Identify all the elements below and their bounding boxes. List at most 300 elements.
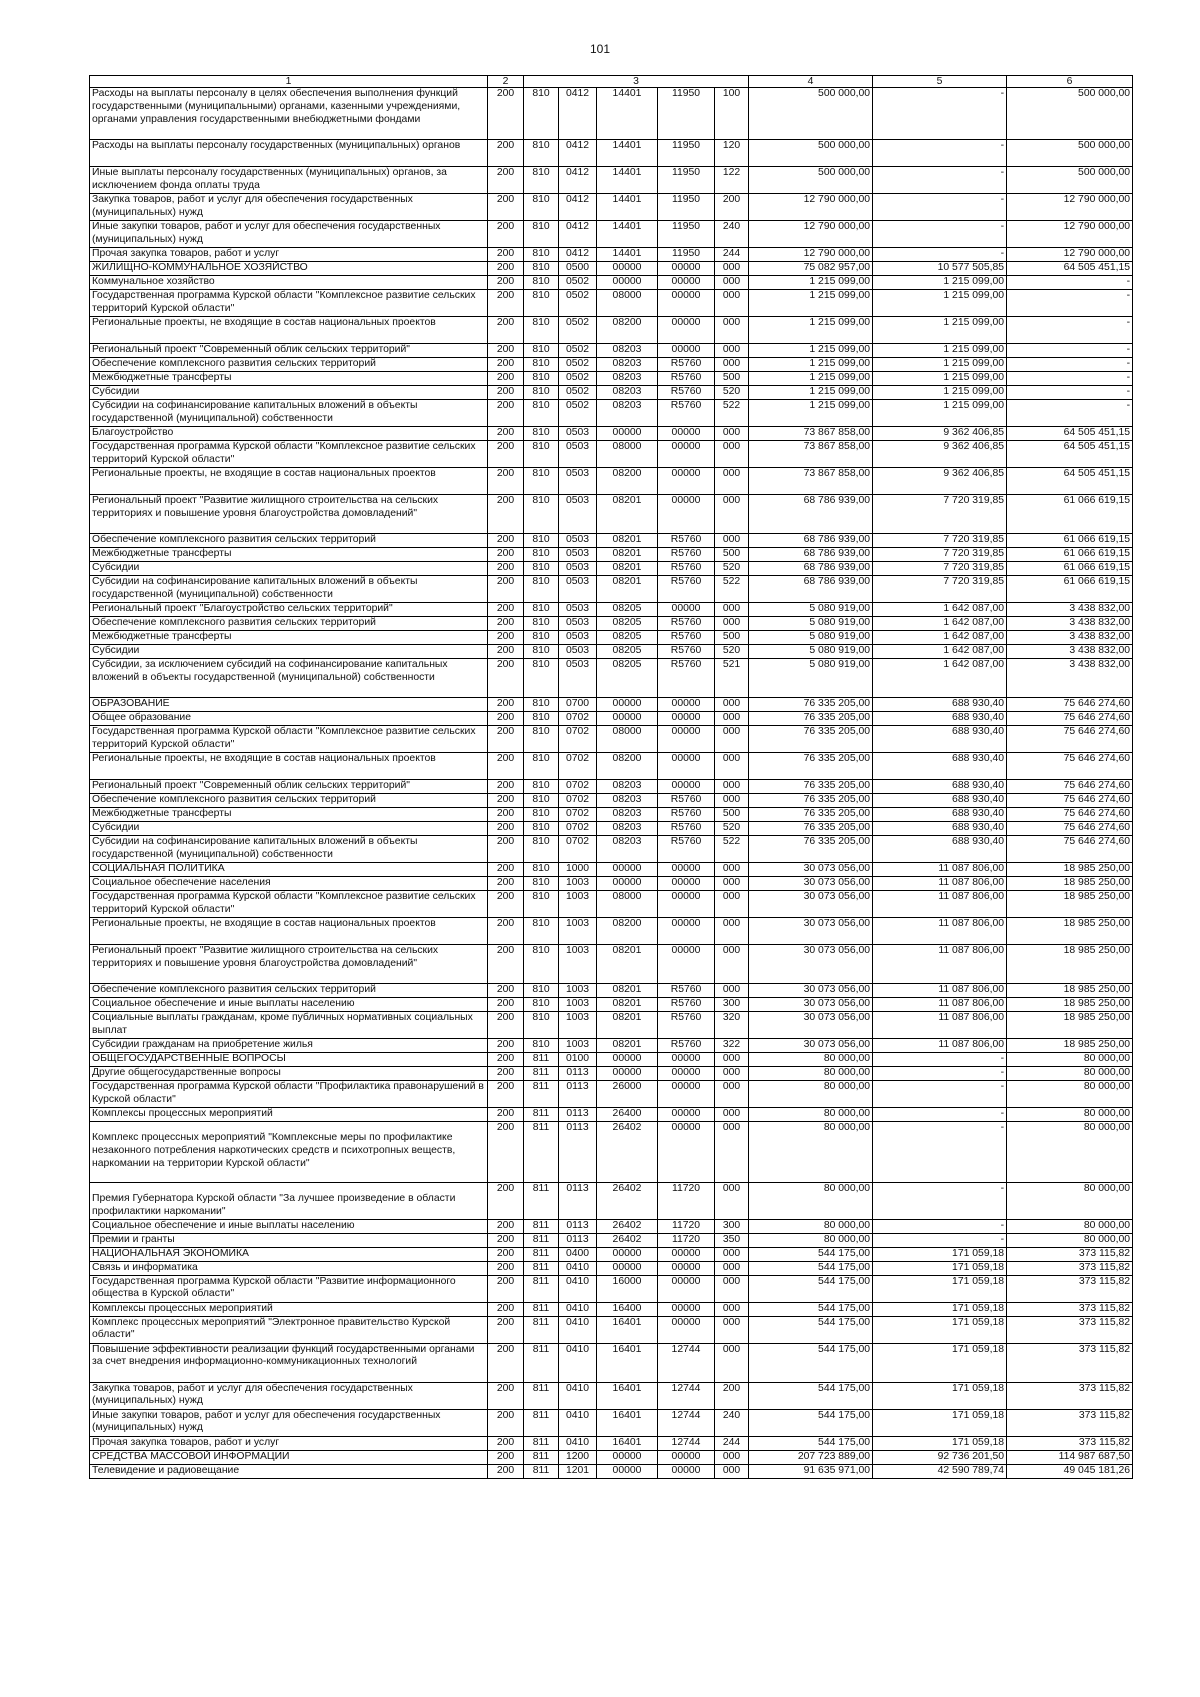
row-code-direction: 00000 [658, 1122, 715, 1183]
table-row [90, 1302, 1133, 1316]
row-amount-total: 544 175,00 [749, 1409, 873, 1436]
row-code-2: 200 [488, 88, 524, 140]
row-code-direction: 11950 [658, 140, 715, 167]
row-code-program: 08203 [597, 372, 658, 386]
row-amount-regional: 18 985 250,00 [1007, 1039, 1133, 1053]
row-name: ОБРАЗОВАНИЕ [90, 698, 488, 712]
table-row [90, 317, 1133, 344]
row-code-admin: 810 [524, 945, 559, 984]
row-code-expense-type: 120 [715, 140, 749, 167]
row-amount-total: 500 000,00 [749, 88, 873, 140]
row-code-program: 08203 [597, 344, 658, 358]
row-code-direction: 11950 [658, 221, 715, 248]
table-row [90, 495, 1133, 534]
col-header-1: 1 [90, 76, 488, 88]
row-code-2: 200 [488, 358, 524, 372]
row-code-expense-type: 000 [715, 1081, 749, 1108]
row-code-expense-type: 000 [715, 427, 749, 441]
row-code-section: 0113 [559, 1122, 597, 1183]
row-code-direction: 00000 [658, 603, 715, 617]
row-amount-regional: - [1007, 276, 1133, 290]
row-amount-federal: 688 930,40 [873, 753, 1007, 780]
table-row [90, 726, 1133, 753]
row-amount-federal: - [873, 194, 1007, 221]
row-code-expense-type: 000 [715, 794, 749, 808]
row-amount-federal: 11 087 806,00 [873, 1012, 1007, 1039]
row-code-admin: 811 [524, 1081, 559, 1108]
table-row [90, 344, 1133, 358]
row-amount-federal: 7 720 319,85 [873, 534, 1007, 548]
row-code-direction: 11950 [658, 248, 715, 262]
row-code-program: 16401 [597, 1343, 658, 1382]
row-code-program: 00000 [597, 1464, 658, 1478]
table-row [90, 1450, 1133, 1464]
row-amount-regional: 373 115,82 [1007, 1409, 1133, 1436]
row-code-admin: 810 [524, 548, 559, 562]
row-amount-federal: - [873, 88, 1007, 140]
row-code-program: 00000 [597, 262, 658, 276]
row-amount-federal: 171 059,18 [873, 1261, 1007, 1275]
row-amount-federal: 688 930,40 [873, 794, 1007, 808]
row-code-direction: R5760 [658, 534, 715, 548]
row-code-section: 1003 [559, 945, 597, 984]
row-code-2: 200 [488, 1302, 524, 1316]
table-row [90, 945, 1133, 984]
row-code-direction: 00000 [658, 863, 715, 877]
row-amount-federal: - [873, 1108, 1007, 1122]
row-code-section: 0113 [559, 1067, 597, 1081]
table-row [90, 1183, 1133, 1220]
row-code-2: 200 [488, 1219, 524, 1233]
row-code-direction: 00000 [658, 1275, 715, 1302]
table-row [90, 468, 1133, 495]
row-code-expense-type: 000 [715, 753, 749, 780]
row-code-direction: R5760 [658, 659, 715, 698]
row-code-program: 08203 [597, 400, 658, 427]
table-row [90, 1382, 1133, 1409]
row-code-2: 200 [488, 167, 524, 194]
row-amount-federal: 7 720 319,85 [873, 576, 1007, 603]
row-code-direction: 00000 [658, 495, 715, 534]
row-amount-regional: 3 438 832,00 [1007, 631, 1133, 645]
row-code-direction: 00000 [658, 1053, 715, 1067]
row-amount-federal: 11 087 806,00 [873, 1039, 1007, 1053]
row-amount-regional: 75 646 274,60 [1007, 726, 1133, 753]
table-row [90, 1409, 1133, 1436]
row-amount-regional: 61 066 619,15 [1007, 562, 1133, 576]
row-code-expense-type: 000 [715, 1464, 749, 1478]
row-name: Субсидии на софинансирование капитальных вложений в объекты государственной (муниципальной) собственности [90, 836, 488, 863]
table-row [90, 562, 1133, 576]
row-code-admin: 810 [524, 221, 559, 248]
row-name: Субсидии [90, 386, 488, 400]
row-amount-total: 1 215 099,00 [749, 400, 873, 427]
row-code-expense-type: 522 [715, 400, 749, 427]
row-code-expense-type: 000 [715, 1067, 749, 1081]
row-amount-federal: 1 642 087,00 [873, 645, 1007, 659]
row-code-expense-type: 000 [715, 891, 749, 918]
row-amount-total: 30 073 056,00 [749, 1039, 873, 1053]
row-amount-federal: 1 215 099,00 [873, 372, 1007, 386]
row-code-section: 0113 [559, 1183, 597, 1220]
row-code-2: 200 [488, 400, 524, 427]
row-code-section: 1003 [559, 998, 597, 1012]
table-row [90, 1081, 1133, 1108]
row-code-2: 200 [488, 386, 524, 400]
row-code-program: 16401 [597, 1382, 658, 1409]
row-amount-federal: 1 642 087,00 [873, 603, 1007, 617]
row-code-admin: 811 [524, 1382, 559, 1409]
row-code-section: 0502 [559, 400, 597, 427]
row-name: Комплексы процессных мероприятий [90, 1302, 488, 1316]
row-code-section: 0412 [559, 140, 597, 167]
row-name: Общее образование [90, 712, 488, 726]
row-code-2: 200 [488, 712, 524, 726]
row-code-program: 08205 [597, 617, 658, 631]
row-code-admin: 811 [524, 1219, 559, 1233]
row-code-admin: 810 [524, 998, 559, 1012]
row-code-admin: 810 [524, 780, 559, 794]
row-amount-federal: 1 215 099,00 [873, 400, 1007, 427]
row-code-2: 200 [488, 372, 524, 386]
row-amount-regional: 80 000,00 [1007, 1233, 1133, 1247]
row-code-admin: 810 [524, 836, 559, 863]
row-code-2: 200 [488, 998, 524, 1012]
row-code-2: 200 [488, 698, 524, 712]
row-code-2: 200 [488, 194, 524, 221]
row-name: Иные закупки товаров, работ и услуг для обеспечения государственных (муниципальных) нужд [90, 1409, 488, 1436]
table-row [90, 441, 1133, 468]
table-row [90, 1343, 1133, 1382]
row-amount-total: 76 335 205,00 [749, 836, 873, 863]
row-code-section: 0502 [559, 317, 597, 344]
row-code-direction: R5760 [658, 358, 715, 372]
row-code-expense-type: 000 [715, 262, 749, 276]
row-code-direction: R5760 [658, 617, 715, 631]
row-amount-regional: - [1007, 358, 1133, 372]
row-code-admin: 810 [524, 400, 559, 427]
row-code-program: 08201 [597, 548, 658, 562]
row-code-admin: 810 [524, 358, 559, 372]
row-code-program: 26402 [597, 1219, 658, 1233]
row-name: Субсидии, за исключением субсидий на софинансирование капитальных вложений в объекты государственной (муниципальной) собственности [90, 659, 488, 698]
row-name: Комплекс процессных мероприятий "Комплексные меры по профилактике незаконного потребления наркотических средств и психотропных веществ, наркомании на территории Курской области" [90, 1122, 488, 1183]
row-code-2: 200 [488, 576, 524, 603]
row-code-expense-type: 350 [715, 1233, 749, 1247]
row-code-program: 08000 [597, 891, 658, 918]
row-amount-regional: - [1007, 290, 1133, 317]
row-amount-federal: - [873, 140, 1007, 167]
row-code-program: 16400 [597, 1302, 658, 1316]
row-code-expense-type: 000 [715, 1275, 749, 1302]
table-row [90, 167, 1133, 194]
row-amount-regional: 373 115,82 [1007, 1275, 1133, 1302]
row-amount-regional: 80 000,00 [1007, 1183, 1133, 1220]
row-amount-total: 544 175,00 [749, 1436, 873, 1450]
row-code-section: 0113 [559, 1233, 597, 1247]
row-code-expense-type: 000 [715, 945, 749, 984]
row-code-expense-type: 000 [715, 984, 749, 998]
row-name: Иные закупки товаров, работ и услуг для обеспечения государственных (муниципальных) нужд [90, 221, 488, 248]
table-row [90, 753, 1133, 780]
row-name: Региональный проект "Современный облик сельских территорий" [90, 344, 488, 358]
budget-table [89, 75, 1133, 1479]
row-code-section: 0702 [559, 808, 597, 822]
table-row [90, 998, 1133, 1012]
row-amount-total: 207 723 889,00 [749, 1450, 873, 1464]
col-header-2: 2 [488, 76, 524, 88]
row-amount-federal: 171 059,18 [873, 1316, 1007, 1343]
row-code-program: 08201 [597, 998, 658, 1012]
row-code-2: 200 [488, 945, 524, 984]
row-amount-regional: 75 646 274,60 [1007, 780, 1133, 794]
row-code-program: 08203 [597, 836, 658, 863]
row-amount-regional: 12 790 000,00 [1007, 194, 1133, 221]
row-code-direction: 00000 [658, 712, 715, 726]
row-name: Субсидии [90, 645, 488, 659]
row-code-admin: 811 [524, 1261, 559, 1275]
row-code-section: 1201 [559, 1464, 597, 1478]
row-code-admin: 810 [524, 276, 559, 290]
row-code-admin: 810 [524, 290, 559, 317]
row-code-admin: 810 [524, 262, 559, 276]
row-code-program: 00000 [597, 712, 658, 726]
row-amount-federal: - [873, 1122, 1007, 1183]
row-code-admin: 811 [524, 1275, 559, 1302]
table-row [90, 534, 1133, 548]
row-code-direction: R5760 [658, 794, 715, 808]
row-amount-total: 5 080 919,00 [749, 659, 873, 698]
row-code-section: 0702 [559, 794, 597, 808]
table-row [90, 1275, 1133, 1302]
row-amount-total: 1 215 099,00 [749, 358, 873, 372]
table-row [90, 631, 1133, 645]
row-name: Региональный проект "Развитие жилищного строительства на сельских территориях и повышение уровня благоустройства домовладений" [90, 945, 488, 984]
row-amount-federal: 11 087 806,00 [873, 863, 1007, 877]
row-amount-regional: - [1007, 372, 1133, 386]
row-code-direction: 00000 [658, 877, 715, 891]
row-code-program: 00000 [597, 427, 658, 441]
table-row [90, 576, 1133, 603]
row-amount-total: 500 000,00 [749, 140, 873, 167]
row-code-2: 200 [488, 836, 524, 863]
row-amount-total: 76 335 205,00 [749, 794, 873, 808]
row-code-direction: 00000 [658, 290, 715, 317]
row-amount-regional: 61 066 619,15 [1007, 495, 1133, 534]
row-code-program: 08203 [597, 358, 658, 372]
table-row [90, 836, 1133, 863]
table-row [90, 372, 1133, 386]
row-code-section: 0410 [559, 1261, 597, 1275]
row-code-program: 16401 [597, 1436, 658, 1450]
row-amount-regional: 18 985 250,00 [1007, 984, 1133, 998]
row-code-admin: 810 [524, 167, 559, 194]
row-code-section: 0503 [559, 659, 597, 698]
row-amount-total: 91 635 971,00 [749, 1464, 873, 1478]
row-code-program: 00000 [597, 863, 658, 877]
row-amount-regional: 75 646 274,60 [1007, 794, 1133, 808]
row-code-expense-type: 240 [715, 1409, 749, 1436]
row-code-expense-type: 000 [715, 495, 749, 534]
row-code-2: 200 [488, 1261, 524, 1275]
table-row [90, 400, 1133, 427]
row-code-program: 08201 [597, 945, 658, 984]
row-code-section: 0100 [559, 1053, 597, 1067]
row-code-expense-type: 520 [715, 386, 749, 400]
row-code-2: 200 [488, 891, 524, 918]
table-row [90, 659, 1133, 698]
row-code-admin: 810 [524, 617, 559, 631]
row-amount-total: 80 000,00 [749, 1108, 873, 1122]
row-amount-regional: 18 985 250,00 [1007, 998, 1133, 1012]
col-header-6: 6 [1007, 76, 1133, 88]
table-row [90, 617, 1133, 631]
row-code-expense-type: 000 [715, 1108, 749, 1122]
row-name: Региональные проекты, не входящие в состав национальных проектов [90, 317, 488, 344]
row-code-section: 0502 [559, 276, 597, 290]
row-name: Социальные выплаты гражданам, кроме публичных нормативных социальных выплат [90, 1012, 488, 1039]
row-code-section: 1003 [559, 918, 597, 945]
row-code-direction: 00000 [658, 1247, 715, 1261]
table-row [90, 262, 1133, 276]
row-code-admin: 810 [524, 248, 559, 262]
row-amount-regional: 75 646 274,60 [1007, 712, 1133, 726]
row-amount-regional: 80 000,00 [1007, 1122, 1133, 1183]
row-code-program: 16401 [597, 1409, 658, 1436]
row-name: Государственная программа Курской области "Комплексное развитие сельских территорий Курской области" [90, 726, 488, 753]
row-code-section: 0410 [559, 1275, 597, 1302]
row-code-section: 0410 [559, 1436, 597, 1450]
row-code-expense-type: 000 [715, 603, 749, 617]
row-code-expense-type: 522 [715, 576, 749, 603]
row-code-program: 08201 [597, 1012, 658, 1039]
row-code-admin: 811 [524, 1464, 559, 1478]
row-name: Социальное обеспечение и иные выплаты населению [90, 1219, 488, 1233]
row-amount-total: 73 867 858,00 [749, 427, 873, 441]
row-code-2: 200 [488, 276, 524, 290]
row-code-direction: 00000 [658, 276, 715, 290]
row-code-program: 08000 [597, 726, 658, 753]
row-code-2: 200 [488, 1275, 524, 1302]
row-amount-total: 76 335 205,00 [749, 808, 873, 822]
row-code-expense-type: 000 [715, 1183, 749, 1220]
row-amount-regional: 18 985 250,00 [1007, 945, 1133, 984]
row-code-expense-type: 000 [715, 617, 749, 631]
row-code-program: 08205 [597, 631, 658, 645]
table-row [90, 1233, 1133, 1247]
row-amount-total: 1 215 099,00 [749, 317, 873, 344]
row-amount-regional: 75 646 274,60 [1007, 808, 1133, 822]
row-amount-regional: 64 505 451,15 [1007, 441, 1133, 468]
row-code-expense-type: 200 [715, 194, 749, 221]
row-code-admin: 810 [524, 495, 559, 534]
row-code-section: 0503 [559, 427, 597, 441]
row-code-expense-type: 000 [715, 468, 749, 495]
row-code-section: 0503 [559, 468, 597, 495]
row-amount-federal: - [873, 1081, 1007, 1108]
row-amount-total: 30 073 056,00 [749, 1012, 873, 1039]
row-code-2: 200 [488, 262, 524, 276]
row-code-admin: 811 [524, 1183, 559, 1220]
row-code-program: 08203 [597, 386, 658, 400]
row-code-expense-type: 000 [715, 1122, 749, 1183]
row-name: Прочая закупка товаров, работ и услуг [90, 248, 488, 262]
row-code-2: 200 [488, 726, 524, 753]
row-code-expense-type: 000 [715, 1316, 749, 1343]
row-code-section: 0502 [559, 290, 597, 317]
row-code-direction: R5760 [658, 836, 715, 863]
row-code-2: 200 [488, 617, 524, 631]
row-amount-regional: 373 115,82 [1007, 1343, 1133, 1382]
table-row [90, 1108, 1133, 1122]
row-code-section: 0502 [559, 358, 597, 372]
row-amount-federal: 10 577 505,85 [873, 262, 1007, 276]
row-amount-federal: 42 590 789,74 [873, 1464, 1007, 1478]
row-amount-regional: 373 115,82 [1007, 1382, 1133, 1409]
row-amount-total: 68 786 939,00 [749, 495, 873, 534]
row-code-2: 200 [488, 562, 524, 576]
table-row [90, 194, 1133, 221]
row-name: Межбюджетные трансферты [90, 631, 488, 645]
table-row [90, 780, 1133, 794]
table-row [90, 290, 1133, 317]
row-amount-total: 80 000,00 [749, 1183, 873, 1220]
row-code-section: 0503 [559, 603, 597, 617]
table-row [90, 276, 1133, 290]
row-code-expense-type: 000 [715, 698, 749, 712]
row-name: Межбюджетные трансферты [90, 372, 488, 386]
row-code-admin: 811 [524, 1436, 559, 1450]
row-code-program: 00000 [597, 698, 658, 712]
row-code-admin: 810 [524, 712, 559, 726]
row-amount-total: 544 175,00 [749, 1247, 873, 1261]
row-code-expense-type: 000 [715, 918, 749, 945]
row-code-2: 200 [488, 984, 524, 998]
row-code-direction: 00000 [658, 1450, 715, 1464]
row-amount-federal: 1 215 099,00 [873, 358, 1007, 372]
row-code-section: 0503 [559, 441, 597, 468]
table-row [90, 548, 1133, 562]
row-name: Обеспечение комплексного развития сельских территорий [90, 984, 488, 998]
row-amount-regional: 75 646 274,60 [1007, 698, 1133, 712]
row-code-program: 26000 [597, 1081, 658, 1108]
row-amount-regional: 80 000,00 [1007, 1053, 1133, 1067]
row-code-admin: 810 [524, 1039, 559, 1053]
row-code-admin: 811 [524, 1343, 559, 1382]
row-code-admin: 810 [524, 631, 559, 645]
row-name: СОЦИАЛЬНАЯ ПОЛИТИКА [90, 863, 488, 877]
row-code-program: 00000 [597, 1247, 658, 1261]
row-amount-federal: 688 930,40 [873, 712, 1007, 726]
row-code-direction: 12744 [658, 1382, 715, 1409]
row-code-2: 200 [488, 1067, 524, 1081]
row-code-direction: R5760 [658, 400, 715, 427]
row-amount-total: 544 175,00 [749, 1275, 873, 1302]
row-name: Прочая закупка товаров, работ и услуг [90, 1436, 488, 1450]
row-name: Государственная программа Курской области "Развитие информационного общества в Курской области" [90, 1275, 488, 1302]
row-code-2: 200 [488, 1464, 524, 1478]
row-amount-federal: 688 930,40 [873, 822, 1007, 836]
row-amount-total: 73 867 858,00 [749, 441, 873, 468]
row-amount-total: 12 790 000,00 [749, 194, 873, 221]
row-code-program: 08200 [597, 468, 658, 495]
row-name: Повышение эффективности реализации функций государственными органами за счет внедрения информационно-коммуникационных технологий [90, 1343, 488, 1382]
row-amount-regional: 18 985 250,00 [1007, 877, 1133, 891]
row-code-direction: R5760 [658, 372, 715, 386]
row-code-admin: 810 [524, 194, 559, 221]
row-code-program: 08205 [597, 659, 658, 698]
row-amount-regional: 49 045 181,26 [1007, 1464, 1133, 1478]
